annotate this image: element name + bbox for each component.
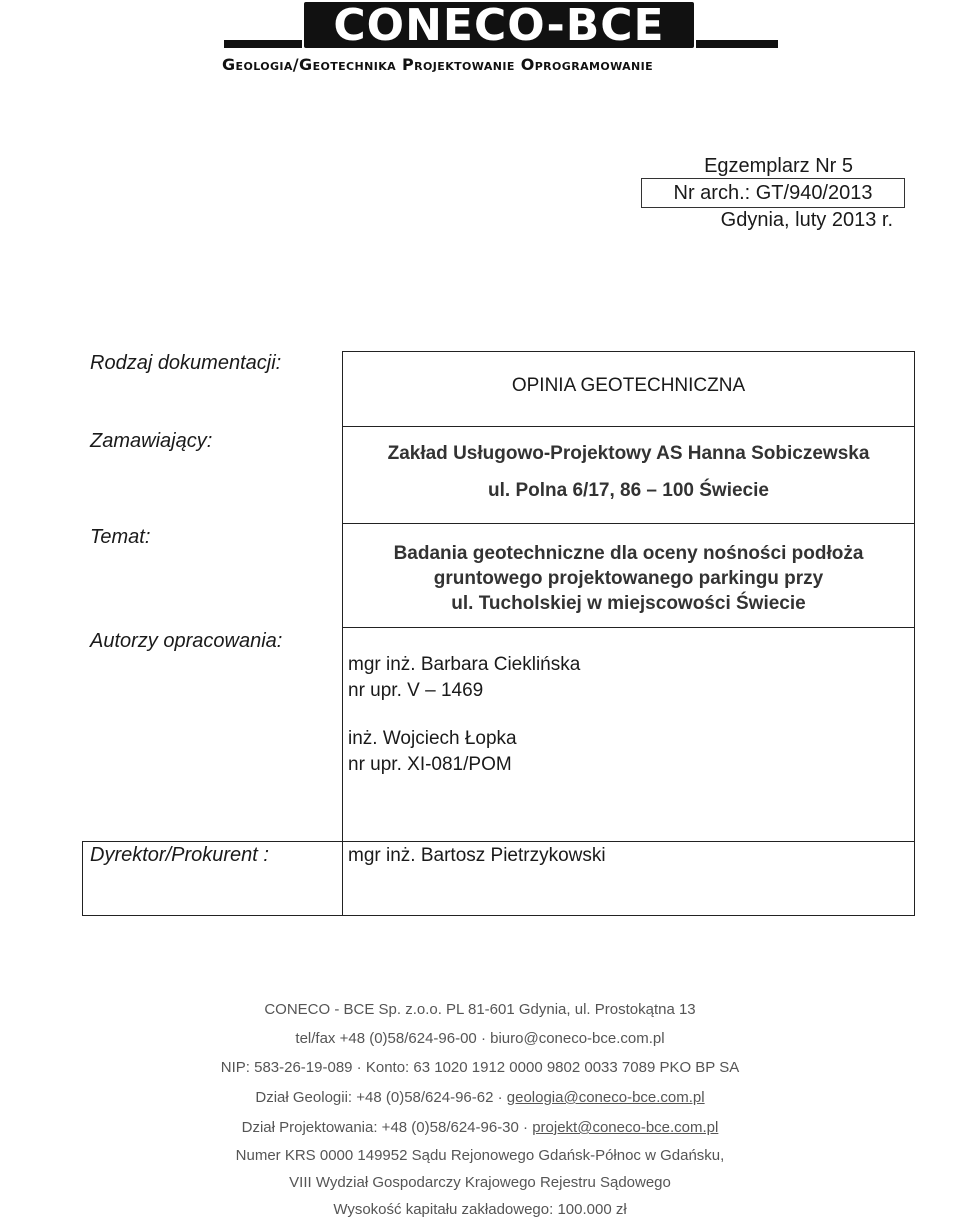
place-date: Gdynia, luty 2013 r.	[720, 209, 893, 231]
director-left-top-rule	[82, 841, 342, 842]
footer-krs: Numer KRS 0000 149952 Sądu Rejonowego Gdańsk-Północ w Gdańsku,	[235, 1147, 725, 1164]
footer-geology	[0, 1089, 960, 1106]
document-info-table	[342, 351, 915, 916]
author-2-license: nr upr. XI-081/POM	[348, 754, 512, 775]
footer-court: VIII Wydział Gospodarczy Krajowego Rejestru Sądowego	[289, 1174, 671, 1191]
copy-number: Egzemplarz Nr 5	[704, 155, 853, 177]
footer-contact: tel/fax +48 (0)58/624-96-00 · biuro@coneco-bce.com.pl	[295, 1030, 665, 1047]
footer-design	[0, 1119, 960, 1136]
doc-type-value: OPINIA GEOTECHNICZNA	[511, 375, 746, 396]
logo-name: CONECO-BCE	[333, 0, 665, 51]
company-logo	[304, 0, 694, 51]
label-doc-type: Rodzaj dokumentacji:	[90, 352, 282, 374]
subject-line-1: Badania geotechniczne dla oceny nośności podłoża	[393, 543, 864, 564]
subject-line-2: gruntowego projektowanego parkingu przy	[433, 568, 824, 589]
footer-nip: NIP: 583-26-19-089 · Konto: 63 1020 1912 0000 9802 0033 7089 PKO BP SA	[220, 1059, 740, 1076]
logo-rule-right	[696, 40, 778, 48]
author-2-name: inż. Wojciech Łopka	[348, 728, 517, 749]
footer-design-label: Dział Projektowania: +48 (0)58/624-96-30 ·	[241, 1119, 533, 1136]
geology-email-link[interactable]: geologia@coneco-bce.com.pl	[506, 1089, 705, 1106]
label-client: Zamawiający:	[90, 430, 213, 452]
design-email-link[interactable]: projekt@coneco-bce.com.pl	[532, 1119, 719, 1136]
client-address: ul. Polna 6/17, 86 – 100 Świecie	[488, 480, 769, 501]
row-divider-1	[343, 426, 914, 427]
row-divider-2	[343, 523, 914, 524]
footer-capital: Wysokość kapitału zakładowego: 100.000 zł	[333, 1201, 627, 1218]
director-name: mgr inż. Bartosz Pietrzykowski	[348, 845, 606, 866]
footer-company: CONECO - BCE Sp. z.o.o. PL 81-601 Gdynia, ul. Prostokątna 13	[264, 1001, 696, 1018]
author-1-license: nr upr. V – 1469	[348, 680, 484, 701]
footer-geology-label: Dział Geologii: +48 (0)58/624-96-62 ·	[255, 1089, 507, 1106]
director-left-side-rule	[82, 841, 83, 916]
row-divider-4	[343, 841, 914, 842]
logo-tagline: Geologia/Geotechnika Projektowanie Oprogramowanie	[222, 55, 654, 74]
label-subject: Temat:	[90, 526, 151, 548]
label-director: Dyrektor/Prokurent :	[90, 844, 269, 866]
director-left-bottom-rule	[82, 915, 342, 916]
author-1-name: mgr inż. Barbara Cieklińska	[348, 654, 581, 675]
label-authors: Autorzy opracowania:	[90, 630, 283, 652]
subject-line-3: ul. Tucholskiej w miejscowości Świecie	[451, 593, 806, 614]
client-name: Zakład Usługowo-Projektowy AS Hanna Sobiczewska	[387, 443, 870, 464]
row-divider-3	[343, 627, 914, 628]
logo-rule-left	[224, 40, 302, 48]
archive-number: Nr arch.: GT/940/2013	[673, 182, 873, 204]
archive-number-box	[641, 178, 905, 208]
